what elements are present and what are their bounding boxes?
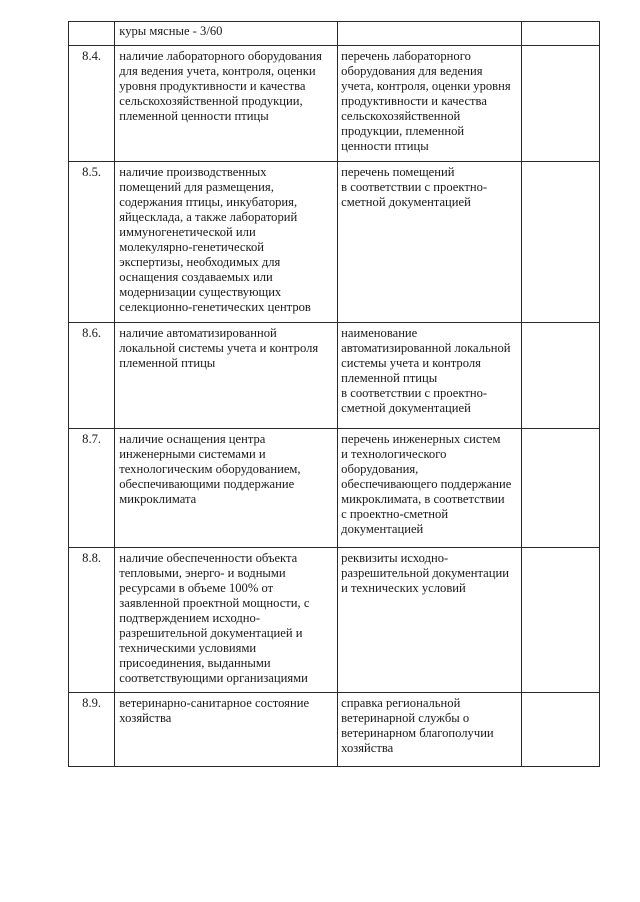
criterion-text: ветеринарно-санитарное состояние хозяйства bbox=[115, 693, 338, 767]
extra-cell bbox=[522, 429, 600, 548]
row-number: 8.4. bbox=[69, 46, 115, 162]
document-text: перечень лабораторного оборудования для ведения учета, контроля, оценки уровня продуктивности и качества сельскохозяйственной продукции, племенной ценности птицы bbox=[338, 46, 522, 162]
row-number: 8.5. bbox=[69, 162, 115, 323]
extra-cell bbox=[522, 323, 600, 429]
requirements-table bbox=[68, 21, 600, 767]
document-text bbox=[338, 22, 522, 46]
document-text: справка региональной ветеринарной службы о ветеринарном благополучии хозяйства bbox=[338, 693, 522, 767]
table-row bbox=[69, 46, 600, 162]
table-row bbox=[69, 429, 600, 548]
table-row-continuation bbox=[69, 22, 600, 46]
table-row bbox=[69, 548, 600, 693]
row-number bbox=[69, 22, 115, 46]
row-number: 8.6. bbox=[69, 323, 115, 429]
criterion-text: наличие лабораторного оборудования для ведения учета, контроля, оценки уровня продуктивности и качества сельскохозяйственной продукции, племенной ценности птицы bbox=[115, 46, 338, 162]
document-text: перечень инженерных систем и технологического оборудования, обеспечивающего поддержание микроклимата, в соответствии с проектно-сметной документацией bbox=[338, 429, 522, 548]
row-number: 8.9. bbox=[69, 693, 115, 767]
row-number: 8.7. bbox=[69, 429, 115, 548]
document-text: наименование автоматизированной локальной системы учета и контроля племенной птицы в соответствии с проектно- сметной документацией bbox=[338, 323, 522, 429]
extra-cell bbox=[522, 22, 600, 46]
criterion-text: наличие автоматизированной локальной системы учета и контроля племенной птицы bbox=[115, 323, 338, 429]
table-row bbox=[69, 693, 600, 767]
criterion-text: наличие производственных помещений для размещения, содержания птицы, инкубатория, яйцесклада, а также лабораторий иммуногенетической или молекулярно-генетической экспертизы, необходимых для оснащения создаваемых или модернизации существующих селекционно-генетических центров bbox=[115, 162, 338, 323]
extra-cell bbox=[522, 46, 600, 162]
criterion-text: наличие оснащения центра инженерными системами и технологическим оборудованием, обеспечивающими поддержание микроклимата bbox=[115, 429, 338, 548]
table-row bbox=[69, 323, 600, 429]
criterion-text: куры мясные - 3/60 bbox=[115, 22, 338, 46]
extra-cell bbox=[522, 548, 600, 693]
document-text: реквизиты исходно- разрешительной документации и технических условий bbox=[338, 548, 522, 693]
table-row bbox=[69, 162, 600, 323]
extra-cell bbox=[522, 162, 600, 323]
extra-cell bbox=[522, 693, 600, 767]
criterion-text: наличие обеспеченности объекта тепловыми, энерго- и водными ресурсами в объеме 100% от заявленной проектной мощности, с подтверждением исходно- разрешительной документацией и техническими условиями присоединения, выданными соответствующими организациями bbox=[115, 548, 338, 693]
row-number: 8.8. bbox=[69, 548, 115, 693]
document-text: перечень помещений в соответствии с проектно- сметной документацией bbox=[338, 162, 522, 323]
